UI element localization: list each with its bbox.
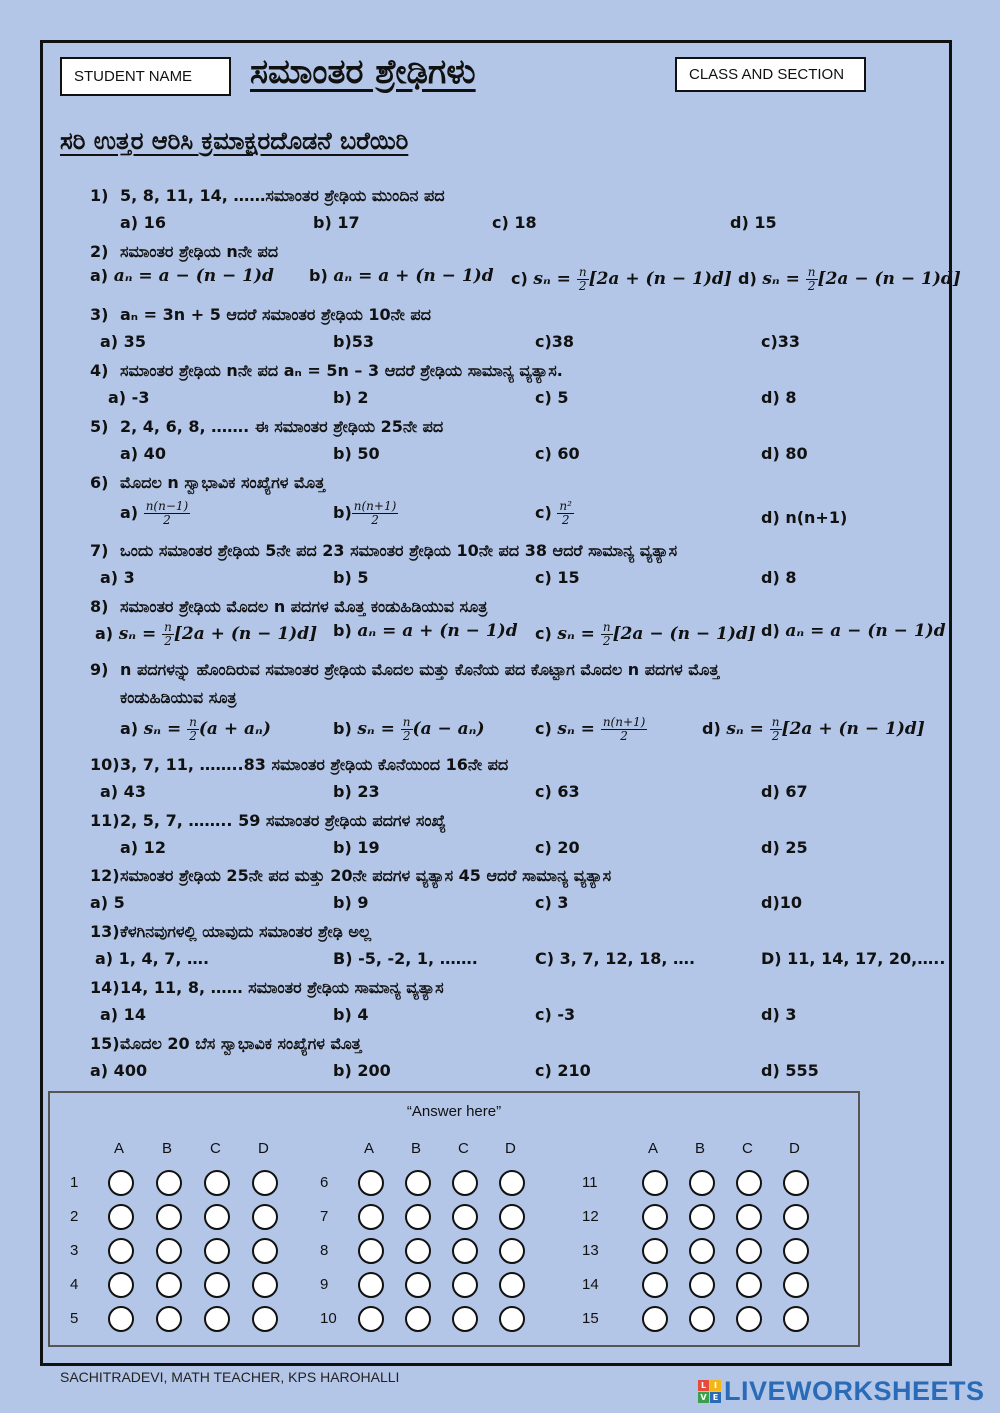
formula: sₙ = $\frac{n}{2}$ [2a + (n − 1)d] [726, 715, 925, 743]
question-number: 5) [90, 417, 109, 436]
answer-bubble-14-d[interactable] [783, 1272, 809, 1298]
answer-bubble-10-b[interactable] [405, 1306, 431, 1332]
option-label: d) [702, 719, 721, 738]
logo-tile: E [710, 1392, 721, 1403]
option-a: a) 400 [90, 1061, 148, 1080]
answer-column-header: B [411, 1140, 422, 1157]
answer-bubble-3-b[interactable] [156, 1238, 182, 1264]
option-d: d) 8 [761, 388, 797, 407]
answer-bubble-15-b[interactable] [689, 1306, 715, 1332]
answer-bubble-4-a[interactable] [108, 1272, 134, 1298]
question-number: 9) [90, 660, 109, 679]
answer-row-number: 7 [320, 1208, 329, 1225]
option-c: c) 60 [535, 444, 580, 463]
question-text: ಸಮಾಂತರ ಶ್ರೇಢಿಯ ಮೊದಲ n ಪದಗಳ ಮೊತ್ತ ಕಂಡುಹಿಡಿಯುವ ಸೂತ್ರ [120, 597, 488, 616]
question-text: n ಪದಗಳನ್ನು ಹೊಂದಿರುವ ಸಮಾಂತರ ಶ್ರೇಢಿಯ ಮೊದಲ ಮತ್ತು ಕೊನೆಯ ಪದ ಕೊಟ್ಟಾಗ ಮೊದಲ n ಪದಗಳ ಮೊತ್ತ [120, 660, 720, 679]
teacher-credit: SACHITRADEVI, MATH TEACHER, KPS HAROHALLI [60, 1369, 400, 1385]
answer-bubble-12-a[interactable] [642, 1204, 668, 1230]
answer-bubble-14-a[interactable] [642, 1272, 668, 1298]
answer-bubble-14-b[interactable] [689, 1272, 715, 1298]
question-number: 10) [90, 755, 120, 774]
answer-bubble-13-a[interactable] [642, 1238, 668, 1264]
option-c [535, 716, 647, 743]
option-label: d) [761, 621, 780, 640]
brand-name: LIVEWORKSHEETS [724, 1376, 985, 1406]
answer-row-number: 14 [582, 1276, 599, 1293]
option-c: c) 18 [492, 213, 537, 232]
answer-bubble-8-c[interactable] [452, 1238, 478, 1264]
answer-bubble-12-c[interactable] [736, 1204, 762, 1230]
answer-row-number: 6 [320, 1174, 329, 1191]
answer-bubble-1-d[interactable] [252, 1170, 278, 1196]
option-d: d) 3 [761, 1005, 797, 1024]
question-text: ಕೆಳಗಿನವುಗಳಲ್ಲಿ ಯಾವುದು ಸಮಾಂತರ ಶ್ರೇಢಿ ಅಲ್ಲ [120, 922, 372, 941]
option-c: c) 63 [535, 782, 580, 801]
answer-row-number: 12 [582, 1208, 599, 1225]
option-b [309, 266, 494, 286]
option-label: d) [738, 269, 757, 288]
option-c [511, 266, 732, 293]
liveworksheets-brand[interactable] [698, 1376, 985, 1407]
formula: aₙ = a − (n − 1)d [113, 266, 274, 286]
answer-column-header: C [742, 1140, 753, 1157]
answer-bubble-15-d[interactable] [783, 1306, 809, 1332]
option-label: b) [309, 266, 328, 285]
option-b: b) 5 [333, 568, 369, 587]
question-number: 12) [90, 866, 120, 885]
question-text: 2, 5, 7, …….. 59 ಸಮಾಂತರ ಶ್ರೇಢಿಯ ಪದಗಳ ಸಂಖ್ಯೆ [120, 811, 446, 830]
option-label: c) [535, 624, 552, 643]
question-number: 13) [90, 922, 120, 941]
question-number: 7) [90, 541, 109, 560]
question-number: 14) [90, 978, 120, 997]
question-text: ಸಮಾಂತರ ಶ್ರೇಢಿಯ 25ನೇ ಪದ ಮತ್ತು 20ನೇ ಪದಗಳ ವ್ಯತ್ಯಾಸ 45 ಆದರೆ ಸಾಮಾನ್ಯ ವ್ಯತ್ಯಾಸ [120, 866, 612, 885]
option-a [120, 716, 271, 743]
option-label: a) [95, 624, 114, 643]
option-d: D) 11, 14, 17, 20,….. [761, 949, 946, 968]
answer-bubble-11-a[interactable] [642, 1170, 668, 1196]
question-text: ಒಂದು ಸಮಾಂತರ ಶ್ರೇಢಿಯ 5ನೇ ಪದ 23 ಸಮಾಂತರ ಶ್ರೇಢಿಯ 10ನೇ ಪದ 38 ಆದರೆ ಸಾಮಾನ್ಯ ವ್ಯತ್ಯಾಸ [120, 541, 678, 560]
answer-bubble-7-d[interactable] [499, 1204, 525, 1230]
option-a: a) 16 [120, 213, 166, 232]
option-c: c) -3 [535, 1005, 576, 1024]
answer-column-header: D [258, 1140, 269, 1157]
answer-bubble-10-a[interactable] [358, 1306, 384, 1332]
answer-bubble-14-c[interactable] [736, 1272, 762, 1298]
option-c: c) 20 [535, 838, 580, 857]
fraction: $\frac{\text{n²}}{2}$ [559, 499, 572, 527]
answer-bubble-1-b[interactable] [156, 1170, 182, 1196]
question-text: 5, 8, 11, 14, ……ಸಮಾಂತರ ಶ್ರೇಢಿಯ ಮುಂದಿನ ಪದ [120, 186, 445, 205]
answer-column-header: A [364, 1140, 375, 1157]
formula: sₙ = $\frac{n}{2}$ [2a + (n − 1)d] [533, 265, 732, 293]
option-a: a) 5 [90, 893, 125, 912]
question-number: 2) [90, 242, 109, 261]
option-c [535, 500, 574, 527]
answer-column-header: A [114, 1140, 125, 1157]
answer-bubble-8-d[interactable] [499, 1238, 525, 1264]
answer-bubble-5-b[interactable] [156, 1306, 182, 1332]
formula: sₙ = $\frac{n}{2}$ [2a + (n − 1)d] [118, 620, 318, 648]
answer-row-number: 5 [70, 1310, 79, 1327]
question-number: 11) [90, 811, 120, 830]
question-text: ಮೊದಲ n ಸ್ವಾಭಾವಿಕ ಸಂಖ್ಯೆಗಳ ಮೊತ್ತ [120, 473, 325, 492]
answer-bubble-10-d[interactable] [499, 1306, 525, 1332]
answer-bubble-3-a[interactable] [108, 1238, 134, 1264]
answer-row-number: 4 [70, 1276, 79, 1293]
fraction: $\frac{n(n-1)}{2}$ [145, 499, 189, 527]
fraction: $\frac{n(n+1)}{2}$ [353, 499, 397, 527]
liveworksheets-logo-icon [698, 1380, 721, 1403]
option-b [333, 500, 398, 527]
question-text: 3, 7, 11, ……..83 ಸಮಾಂತರ ಶ್ರೇಢಿಯ ಕೊನೆಯಿಂದ 16ನೇ ಪದ [120, 755, 509, 774]
option-b: b) 19 [333, 838, 380, 857]
option-label: a) [120, 719, 139, 738]
answer-bubble-2-c[interactable] [204, 1204, 230, 1230]
option-a: a) 40 [120, 444, 166, 463]
question-text: 14, 11, 8, …… ಸಮಾಂತರ ಶ್ರೇಢಿಯ ಸಾಮಾನ್ಯ ವ್ಯತ್ಯಾಸ [120, 978, 444, 997]
answer-bubble-11-b[interactable] [689, 1170, 715, 1196]
option-b: b) 9 [333, 893, 369, 912]
option-b: b) 23 [333, 782, 380, 801]
answer-bubble-4-b[interactable] [156, 1272, 182, 1298]
answer-column-header: B [162, 1140, 173, 1157]
question-number: 15) [90, 1034, 120, 1053]
answer-bubble-9-b[interactable] [405, 1272, 431, 1298]
answer-bubble-13-c[interactable] [736, 1238, 762, 1264]
answer-bubble-13-b[interactable] [689, 1238, 715, 1264]
answer-bubble-5-a[interactable] [108, 1306, 134, 1332]
instruction-heading: ಸರಿ ಉತ್ತರ ಆರಿಸಿ ಕ್ರಮಾಕ್ಷರದೊಡನೆ ಬರೆಯಿರಿ [60, 127, 409, 155]
answer-bubble-6-b[interactable] [405, 1170, 431, 1196]
option-b: b) 200 [333, 1061, 391, 1080]
option-label: c) [511, 269, 528, 288]
answer-bubble-15-a[interactable] [642, 1306, 668, 1332]
option-label: c) [535, 503, 552, 522]
option-a: a) 14 [100, 1005, 146, 1024]
option-b: b) 17 [313, 213, 360, 232]
answer-row-number: 9 [320, 1276, 329, 1293]
option-a: a) 3 [100, 568, 135, 587]
logo-tile: I [710, 1380, 721, 1391]
option-a: a) 35 [100, 332, 146, 351]
option-b: b)53 [333, 332, 375, 351]
answer-bubble-11-d[interactable] [783, 1170, 809, 1196]
answer-bubble-5-d[interactable] [252, 1306, 278, 1332]
answer-column-header: C [210, 1140, 221, 1157]
question-number: 3) [90, 305, 109, 324]
formula: aₙ = a − (n − 1)d [785, 621, 946, 641]
answer-bubble-2-d[interactable] [252, 1204, 278, 1230]
answer-column-header: A [648, 1140, 659, 1157]
answer-row-number: 15 [582, 1310, 599, 1327]
question-text: 2, 4, 6, 8, ……. ಈ ಸಮಾಂತರ ಶ್ರೇಢಿಯ 25ನೇ ಪದ [120, 417, 444, 436]
question-text: aₙ = 3n + 5 ಆದರೆ ಸಮಾಂತರ ಶ್ರೇಢಿಯ 10ನೇ ಪದ [120, 305, 431, 324]
logo-tile: L [698, 1380, 709, 1391]
option-d [702, 716, 925, 743]
answer-bubble-12-d[interactable] [783, 1204, 809, 1230]
option-a: a) 12 [120, 838, 166, 857]
student-name-label: STUDENT NAME [74, 68, 193, 85]
question-number: 4) [90, 361, 109, 380]
answer-bubble-9-c[interactable] [452, 1272, 478, 1298]
answer-bubble-4-d[interactable] [252, 1272, 278, 1298]
option-c: c)38 [535, 332, 575, 351]
option-d: d) 67 [761, 782, 808, 801]
formula: sₙ = $\frac{n}{2}$ [2a − (n − 1)d] [557, 620, 756, 648]
answer-row-number: 8 [320, 1242, 329, 1259]
answer-column-header: C [458, 1140, 469, 1157]
answer-bubble-5-c[interactable] [204, 1306, 230, 1332]
answer-row-number: 10 [320, 1310, 337, 1327]
class-section-label: CLASS AND SECTION [689, 66, 845, 83]
option-a: a) 43 [100, 782, 146, 801]
formula: aₙ = a + (n − 1)d [333, 266, 494, 286]
option-b: b) 2 [333, 388, 369, 407]
option-d: d) 15 [730, 213, 777, 232]
option-b: b) 50 [333, 444, 380, 463]
option-d: d) 8 [761, 568, 797, 587]
answer-bubble-12-b[interactable] [689, 1204, 715, 1230]
answer-bubble-8-b[interactable] [405, 1238, 431, 1264]
question-number: 8) [90, 597, 109, 616]
formula: sₙ = $\frac{n}{2}$ [2a − (n − 1)d] [762, 265, 961, 293]
answer-bubble-11-c[interactable] [736, 1170, 762, 1196]
answer-bubble-1-c[interactable] [204, 1170, 230, 1196]
formula: aₙ = a + (n − 1)d [357, 621, 518, 641]
answer-column-header: D [789, 1140, 800, 1157]
option-a [95, 621, 317, 648]
answer-row-number: 13 [582, 1242, 599, 1259]
option-d: c)33 [761, 332, 801, 351]
answer-column-header: B [695, 1140, 706, 1157]
option-b [333, 716, 485, 743]
answer-bubble-9-d[interactable] [499, 1272, 525, 1298]
answer-bubble-7-c[interactable] [452, 1204, 478, 1230]
question-number: 1) [90, 186, 109, 205]
question-text: ಸಮಾಂತರ ಶ್ರೇಢಿಯ nನೇ ಪದ [120, 242, 279, 261]
answer-bubble-6-a[interactable] [358, 1170, 384, 1196]
answer-bubble-8-a[interactable] [358, 1238, 384, 1264]
option-d: d)10 [761, 893, 803, 912]
answer-bubble-6-d[interactable] [499, 1170, 525, 1196]
question-text-continued: ಕಂಡುಹಿಡಿಯುವ ಸೂತ್ರ [120, 688, 237, 707]
option-d: d) n(n+1) [761, 508, 848, 527]
option-b [333, 621, 518, 641]
option-d: d) 25 [761, 838, 808, 857]
answer-column-header: D [505, 1140, 516, 1157]
question-text: ಸಮಾಂತರ ಶ್ರೇಢಿಯ nನೇ ಪದ aₙ = 5n – 3 ಆದರೆ ಶ್ರೇಢಿಯ ಸಾಮಾನ್ಯ ವ್ಯತ್ಯಾಸ. [120, 361, 563, 380]
option-c: c) 15 [535, 568, 580, 587]
answer-bubble-4-c[interactable] [204, 1272, 230, 1298]
answer-bubble-3-c[interactable] [204, 1238, 230, 1264]
answer-bubble-1-a[interactable] [108, 1170, 134, 1196]
answer-sheet-title: “Answer here” [406, 1103, 502, 1120]
answer-bubble-13-d[interactable] [783, 1238, 809, 1264]
option-a: a) 1, 4, 7, …. [95, 949, 210, 968]
option-a [90, 266, 274, 286]
answer-bubble-3-d[interactable] [252, 1238, 278, 1264]
option-a: a) -3 [108, 388, 150, 407]
option-label: a) [90, 266, 109, 285]
option-label: c) [535, 719, 552, 738]
answer-row-number: 2 [70, 1208, 79, 1225]
option-label: b) [333, 503, 352, 522]
option-b: b) 4 [333, 1005, 369, 1024]
option-c: C) 3, 7, 12, 18, …. [535, 949, 696, 968]
answer-bubble-10-c[interactable] [452, 1306, 478, 1332]
class-section-box[interactable] [675, 57, 866, 92]
option-d [761, 621, 946, 641]
answer-row-number: 11 [582, 1174, 598, 1191]
answer-bubble-7-b[interactable] [405, 1204, 431, 1230]
logo-tile: V [698, 1392, 709, 1403]
answer-bubble-2-a[interactable] [108, 1204, 134, 1230]
student-name-box[interactable] [60, 57, 231, 96]
option-label: b) [333, 719, 352, 738]
answer-bubble-6-c[interactable] [452, 1170, 478, 1196]
answer-bubble-7-a[interactable] [358, 1204, 384, 1230]
option-c [535, 621, 756, 648]
option-c: c) 3 [535, 893, 569, 912]
formula: sₙ = $\frac{n}{2}$ (a − aₙ) [357, 715, 485, 743]
question-text: ಮೊದಲ 20 ಬೆಸ ಸ್ವಾಭಾವಿಕ ಸಂಖ್ಯೆಗಳ ಮೊತ್ತ [120, 1034, 362, 1053]
answer-bubble-2-b[interactable] [156, 1204, 182, 1230]
formula: sₙ = $\frac{n(n+1)}{2}$ [557, 715, 646, 743]
answer-bubble-9-a[interactable] [358, 1272, 384, 1298]
option-c: c) 210 [535, 1061, 591, 1080]
formula: sₙ = $\frac{n}{2}$ (a + aₙ) [143, 715, 271, 743]
option-d [738, 266, 961, 293]
question-number: 6) [90, 473, 109, 492]
answer-row-number: 3 [70, 1242, 79, 1259]
option-d: d) 80 [761, 444, 808, 463]
option-label: a) [120, 503, 139, 522]
option-d: d) 555 [761, 1061, 819, 1080]
option-a [120, 500, 190, 527]
option-c: c) 5 [535, 388, 569, 407]
answer-sheet [48, 1091, 860, 1347]
page-title: ಸಮಾಂತರ ಶ್ರೇಢಿಗಳು [250, 52, 476, 92]
option-label: b) [333, 621, 352, 640]
option-b: B) -5, -2, 1, ……. [333, 949, 478, 968]
answer-row-number: 1 [70, 1174, 79, 1191]
answer-bubble-15-c[interactable] [736, 1306, 762, 1332]
